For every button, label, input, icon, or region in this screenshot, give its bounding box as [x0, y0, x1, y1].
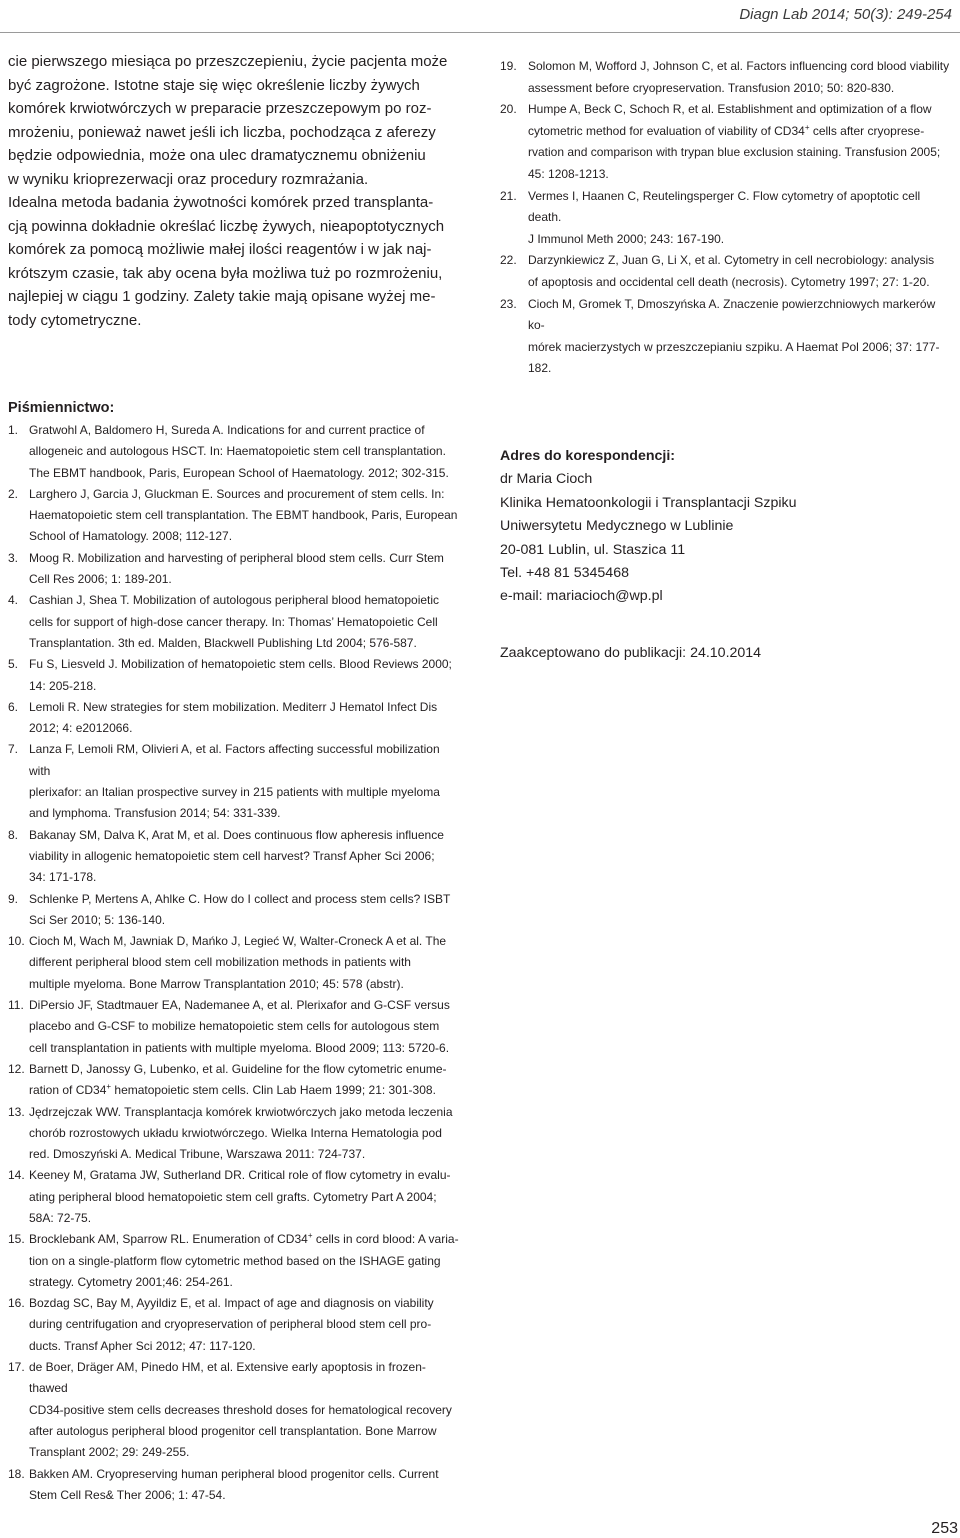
- reference-item: [8, 1229, 463, 1293]
- reference-text-line: 34: 171-178.: [29, 870, 97, 885]
- reference-text-line: after autologus peripheral blood progenitor cell transplantation. Bone Marrow: [29, 1423, 437, 1438]
- reference-number: 4.: [8, 593, 19, 608]
- reference-item: [500, 186, 952, 251]
- reference-text-line: plerixafor: an Italian prospective survey in 215 patients with multiple myeloma: [29, 785, 440, 800]
- reference-item: [8, 1293, 463, 1357]
- reference-text-line: ating peripheral blood hematopoietic stem cell grafts. Cytometry Part A 2004;: [29, 1189, 437, 1204]
- reference-text-line: Moog R. Mobilization and harvesting of peripheral blood stem cells. Curr Stem: [29, 550, 444, 565]
- body-paragraph: [8, 50, 463, 332]
- reference-item: [8, 1165, 463, 1229]
- reference-text-line: Darzynkiewicz Z, Juan G, Li X, et al. Cytometry in cell necrobiology: analysis: [528, 253, 935, 268]
- reference-number: 23.: [500, 296, 517, 311]
- reference-item: [8, 484, 463, 548]
- reference-number: 10.: [8, 934, 25, 949]
- reference-text-line: Haematopoietic stem cell transplantation. The EBMT handbook, Paris, European: [29, 508, 458, 523]
- reference-text-line: Lemoli R. New strategies for stem mobilization. Mediterr J Hematol Infect Dis: [29, 699, 438, 714]
- reference-text-line: Bakanay SM, Dalva K, Arat M, et al. Does continuous flow apheresis influence: [29, 827, 444, 842]
- body-line: mrożeniu, ponieważ nawet jeśli ich liczba, pochodząca z aferezy: [8, 123, 436, 141]
- reference-text-line: ration of CD34+ hematopoietic stem cells. Clin Lab Haem 1999; 21: 301-308.: [29, 1082, 436, 1098]
- reference-text-line: Vermes I, Haanen C, Reutelingsperger C. Flow cytometry of apoptotic cell death.: [528, 188, 921, 225]
- reference-item: [500, 56, 952, 99]
- reference-text-line: Jędrzejczak WW. Transplantacja komórek krwiotwórczych jako metoda leczenia: [29, 1104, 453, 1119]
- reference-number: 21.: [500, 188, 517, 203]
- correspondence-block: [500, 445, 952, 609]
- reference-text-line: allogeneic and autologous HSCT. In: Haematopoietic stem cell transplantation.: [29, 444, 446, 459]
- accepted-date: Zaakceptowano do publikacji: 24.10.2014: [500, 644, 762, 661]
- reference-item: [500, 250, 952, 293]
- reference-text-line: rvation and comparison with trypan blue exclusion staining. Transfusion 2005;: [528, 145, 941, 160]
- reference-text-line: 2012; 4: e2012066.: [29, 721, 133, 736]
- reference-number: 9.: [8, 891, 19, 906]
- reference-text-line: mórek macierzystych w przeszczepianiu szpiku. A Haemat Pol 2006; 37: 177-182.: [528, 339, 940, 376]
- reference-text-line: strategy. Cytometry 2001;46: 254-261.: [29, 1274, 233, 1289]
- reference-number: 13.: [8, 1104, 25, 1119]
- reference-text-line: cells for support of high-dose cancer therapy. In: Thomas’ Hematopoietic Cell: [29, 614, 438, 629]
- reference-text-line: The EBMT handbook, Paris, European School of Haematology. 2012; 302-315.: [29, 465, 449, 480]
- reference-text-line: and lymphoma. Transfusion 2014; 54: 331-339.: [29, 806, 281, 821]
- references-list-left: [8, 420, 463, 1506]
- reference-number: 17.: [8, 1360, 25, 1375]
- reference-number: 7.: [8, 742, 19, 757]
- reference-number: 14.: [8, 1168, 25, 1183]
- reference-item: [500, 294, 952, 380]
- reference-item: [8, 548, 463, 591]
- reference-text-line: Brocklebank AM, Sparrow RL. Enumeration of CD34+ cells in cord blood: A varia-: [29, 1231, 459, 1247]
- reference-text-line: Fu S, Liesveld J. Mobilization of hematopoietic stem cells. Blood Reviews 2000;: [29, 657, 452, 672]
- reference-text-line: Transplant 2002; 29: 249-255.: [29, 1445, 190, 1460]
- reference-number: 12.: [8, 1061, 25, 1076]
- body-line: krótszym czasie, tak aby ocena była możliwa tuż po rozmrożeniu,: [8, 264, 443, 282]
- header-divider: [0, 32, 960, 33]
- reference-item: [8, 1059, 463, 1102]
- reference-item: [8, 931, 463, 995]
- reference-item: [8, 590, 463, 654]
- reference-text-line: Solomon M, Wofford J, Johnson C, et al. Factors influencing cord blood viability: [528, 59, 950, 73]
- reference-text-line: Stem Cell Res& Ther 2006; 1: 47-54.: [29, 1487, 226, 1502]
- reference-item: [8, 825, 463, 889]
- reference-item: [8, 739, 463, 824]
- reference-number: 2.: [8, 486, 19, 501]
- reference-text-line: Keeney M, Gratama JW, Sutherland DR. Critical role of flow cytometry in evalu-: [29, 1168, 451, 1183]
- reference-text-line: Bozdag SC, Bay M, Ayyildiz E, et al. Impact of age and diagnosis on viability: [29, 1296, 434, 1311]
- journal-citation: Diagn Lab 2014; 50(3): 249-254: [739, 6, 952, 23]
- reference-number: 16.: [8, 1296, 25, 1311]
- reference-number: 8.: [8, 827, 19, 842]
- page-number: 253: [931, 1520, 958, 1537]
- reference-text-line: 14: 205-218.: [29, 678, 97, 693]
- reference-text-line: Cioch M, Wach M, Jawniak D, Mańko J, Legieć W, Walter-Croneck A et al. The: [29, 934, 447, 949]
- reference-text-line: DiPersio JF, Stadtmauer EA, Nademanee A, et al. Plerixafor and G-CSF versus: [29, 998, 450, 1013]
- reference-number: 6.: [8, 699, 19, 714]
- reference-text-line: 58A: 72-75.: [29, 1210, 92, 1225]
- body-line: komórek krwiotwórczych w preparacie przeszczepowym po roz-: [8, 100, 432, 117]
- reference-number: 19.: [500, 59, 517, 73]
- reference-text-line: Gratwohl A, Baldomero H, Sureda A. Indications for and current practice of: [29, 423, 425, 437]
- references-heading: Piśmiennictwo:: [8, 400, 115, 416]
- reference-item: [8, 995, 463, 1059]
- reference-item: [8, 654, 463, 697]
- reference-text-line: 45: 1208-1213.: [528, 166, 609, 181]
- reference-number: 18.: [8, 1466, 25, 1481]
- reference-text-line: Transplantation. 3th ed. Malden, Blackwell Publishing Ltd 2004; 576-587.: [29, 635, 417, 650]
- reference-text-line: Sci Ser 2010; 5: 136-140.: [29, 912, 166, 927]
- reference-text-line: chorób rozrostowych układu krwiotwórczego. Wielka Interna Hematologia pod: [29, 1125, 442, 1140]
- reference-item: [8, 1102, 463, 1166]
- correspondence-university: Uniwersytetu Medycznego w Lublinie: [500, 518, 734, 535]
- correspondence-address: 20-081 Lublin, ul. Staszica 11: [500, 541, 686, 558]
- body-line: być zagrożone. Istotne staje się więc określenie liczby żywych: [8, 76, 420, 94]
- reference-text-line: viability in allogenic hematopoietic stem cell harvest? Transf Apher Sci 2006;: [29, 848, 435, 863]
- body-line: komórek za pomocą możliwie małej ilości reagentów i w jak naj-: [8, 241, 432, 258]
- reference-number: 22.: [500, 253, 517, 268]
- body-line: w wyniku krioprezerwacji oraz procedury rozmrażania.: [8, 170, 369, 188]
- right-column: [500, 52, 952, 661]
- reference-text-line: different peripheral blood stem cell mobilization methods in patients with: [29, 955, 411, 970]
- reference-text-line: red. Dmoszyński A. Medical Tribune, Warszawa 2011: 724-737.: [29, 1147, 366, 1162]
- reference-text-line: placebo and G-CSF to mobilize hematopoietic stem cells for autologous stem: [29, 1019, 440, 1034]
- reference-text-line: Schlenke P, Mertens A, Ahlke C. How do I collect and process stem cells? ISBT: [29, 891, 451, 906]
- body-line: najlepiej w ciągu 1 godziny. Zalety takie mają opisane wyżej me-: [8, 288, 436, 305]
- reference-item: [8, 1464, 463, 1507]
- reference-number: 15.: [8, 1232, 25, 1247]
- reference-text-line: School of Hamatology. 2008; 112-127.: [29, 529, 233, 544]
- correspondence-name: dr Maria Cioch: [500, 471, 593, 488]
- reference-text-line: of apoptosis and occidental cell death (necrosis). Cytometry 1997; 27: 1-20.: [528, 274, 930, 289]
- reference-text-line: J Immunol Meth 2000; 243: 167-190.: [528, 231, 725, 246]
- reference-text-line: during centrifugation and cryopreservation of peripheral blood stem cell pro-: [29, 1317, 432, 1332]
- correspondence-heading: Adres do korespondencji:: [500, 447, 676, 464]
- body-line: Idealna metoda badania żywotności komórek przed transplanta-: [8, 194, 434, 211]
- reference-item: [500, 99, 952, 185]
- body-line: tody cytometryczne.: [8, 311, 142, 329]
- reference-number: 20.: [500, 102, 517, 117]
- correspondence-institution: Klinika Hematoonkologii i Transplantacji Szpiku: [500, 494, 797, 511]
- body-line: będzie odpowiednia, może ona ulec dramatycznemu obniżeniu: [8, 147, 426, 164]
- correspondence-email: e-mail: mariacioch@wp.pl: [500, 588, 663, 605]
- reference-text-line: Lanza F, Lemoli RM, Olivieri A, et al. Factors affecting successful mobilization with: [29, 742, 440, 778]
- reference-text-line: Cell Res 2006; 1: 189-201.: [29, 572, 172, 587]
- reference-item: [8, 1357, 463, 1463]
- reference-number: 3.: [8, 550, 19, 565]
- reference-text-line: cell transplantation in patients with multiple myeloma. Blood 2009; 113: 5720-6.: [29, 1040, 450, 1055]
- reference-text-line: CD34-positive stem cells decreases threshold doses for hematological recovery: [29, 1402, 452, 1417]
- reference-text-line: Cioch M, Gromek T, Dmoszyńska A. Znaczenie powierzchniowych markerów ko-: [528, 296, 936, 333]
- reference-text-line: tion on a single-platform flow cytometric method based on the ISHAGE gating: [29, 1253, 441, 1268]
- correspondence-phone: Tel. +48 81 5345468: [500, 564, 629, 581]
- reference-text-line: Larghero J, Garcia J, Gluckman E. Sources and procurement of stem cells. In:: [29, 486, 445, 501]
- reference-text-line: Humpe A, Beck C, Schoch R, et al. Establishment and optimization of a flow: [528, 102, 932, 117]
- reference-text-line: cytometric method for evaluation of viability of CD34+ cells after cryoprese-: [528, 122, 925, 138]
- reference-text-line: Bakken AM. Cryopreserving human peripheral blood progenitor cells. Current: [29, 1466, 439, 1481]
- reference-item: [8, 697, 463, 740]
- reference-text-line: ducts. Transf Apher Sci 2012; 47: 117-120.: [29, 1338, 256, 1353]
- body-line: cie pierwszego miesiąca po przeszczepieniu, życie pacjenta może: [8, 53, 448, 70]
- reference-number: 1.: [8, 423, 19, 437]
- reference-text-line: Cashian J, Shea T. Mobilization of autologous peripheral blood hematopoietic: [29, 593, 440, 608]
- references-list-right: [500, 56, 952, 380]
- reference-text-line: Barnett D, Janossy G, Lubenko, et al. Guideline for the flow cytometric enume-: [29, 1061, 447, 1076]
- reference-item: [8, 889, 463, 932]
- body-line: cją powinna dokładnie określać liczbę żywych, nieapoptotycznych: [8, 217, 445, 235]
- reference-text-line: de Boer, Dräger AM, Pinedo HM, et al. Extensive early apoptosis in frozen-thawed: [29, 1360, 426, 1396]
- reference-number: 11.: [8, 998, 24, 1013]
- reference-number: 5.: [8, 657, 19, 672]
- left-column: [8, 50, 463, 1506]
- reference-text-line: multiple myeloma. Bone Marrow Transplantation 2010; 45: 578 (abstr).: [29, 976, 404, 991]
- reference-text-line: assessment before cryopreservation. Transfusion 2010; 50: 820-830.: [528, 80, 895, 95]
- reference-item: [8, 420, 463, 484]
